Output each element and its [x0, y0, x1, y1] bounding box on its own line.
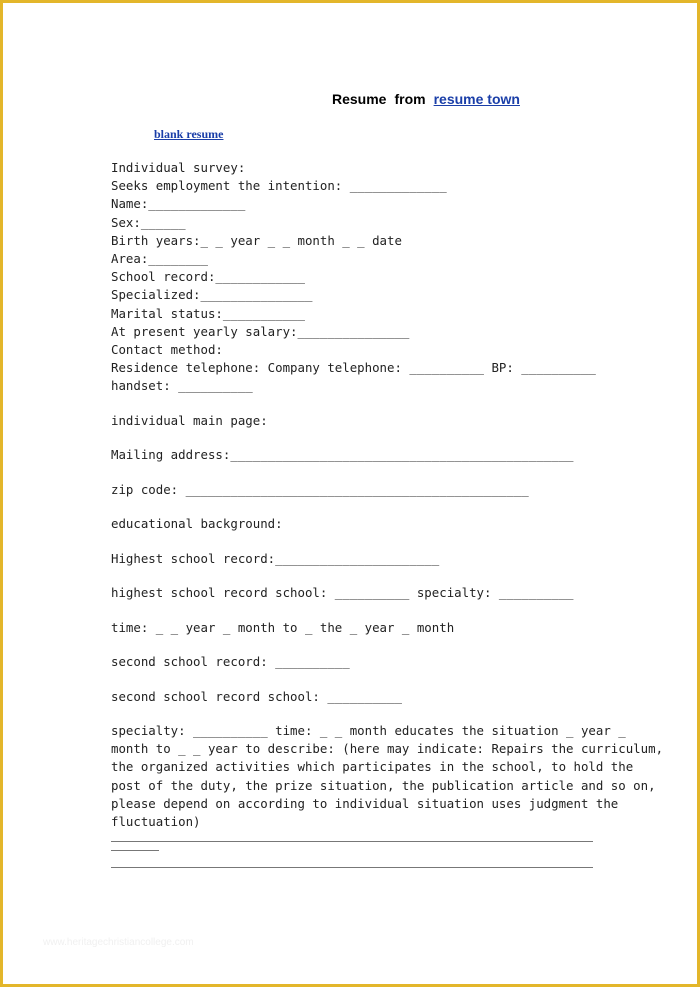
form-line: Sex:______: [111, 214, 186, 230]
form-line: Birth years:_ _ year _ _ month _ _ date: [111, 232, 402, 248]
highest-record-line: Highest school record:______________________: [111, 550, 440, 566]
form-line: Name:_____________: [111, 196, 246, 212]
form-line: Area:________: [111, 250, 208, 266]
description-rule-short: [111, 850, 159, 851]
mailing-address-line: Mailing address:______________________________________________: [111, 447, 574, 463]
description-line: the organized activities which participates in the school, to hold the: [111, 759, 634, 775]
main-page-heading: individual main page:: [111, 412, 268, 428]
form-line: Marital status:___________: [111, 305, 305, 321]
watermark-text: www.heritagechristiancollege.com: [43, 937, 194, 948]
description-line: specialty: __________ time: _ _ month educates the situation _ year _: [111, 723, 626, 739]
form-line: At present yearly salary:_______________: [111, 323, 410, 339]
form-line: Residence telephone: Company telephone: __________ BP: __________: [111, 360, 596, 376]
title-mid: from: [394, 91, 426, 107]
description-line: month to _ _ year to describe: (here may indicate: Repairs the curriculum,: [111, 741, 664, 757]
resume-town-link[interactable]: resume town: [433, 91, 520, 107]
form-line: School record:____________: [111, 269, 305, 285]
education-heading: educational background:: [111, 516, 283, 532]
description-rule-2: [111, 867, 593, 868]
description-line: post of the duty, the prize situation, the publication article and so on,: [111, 777, 656, 793]
description-line: please depend on according to individual situation uses judgment the: [111, 795, 619, 811]
form-line: handset: __________: [111, 378, 253, 394]
blank-resume-link[interactable]: blank resume: [154, 127, 224, 141]
description-line: fluctuation): [111, 814, 201, 830]
page-title: [332, 91, 520, 107]
form-line: Specialized:_______________: [111, 287, 313, 303]
title-prefix: Resume: [332, 91, 387, 107]
form-line: Individual survey:: [111, 160, 246, 175]
time-line: time: _ _ year _ month to _ the _ year _ month: [111, 619, 455, 635]
second-school-line: second school record school: __________: [111, 688, 402, 704]
description-rule: [111, 841, 593, 842]
form-line: Contact method:: [111, 341, 223, 357]
form-line: Seeks employment the intention: _____________: [111, 178, 447, 194]
resume-form: [111, 159, 664, 868]
zip-code-line: zip code: ______________________________________________: [111, 481, 529, 497]
highest-school-line: highest school record school: __________ specialty: __________: [111, 585, 574, 601]
second-record-line: second school record: __________: [111, 654, 350, 670]
